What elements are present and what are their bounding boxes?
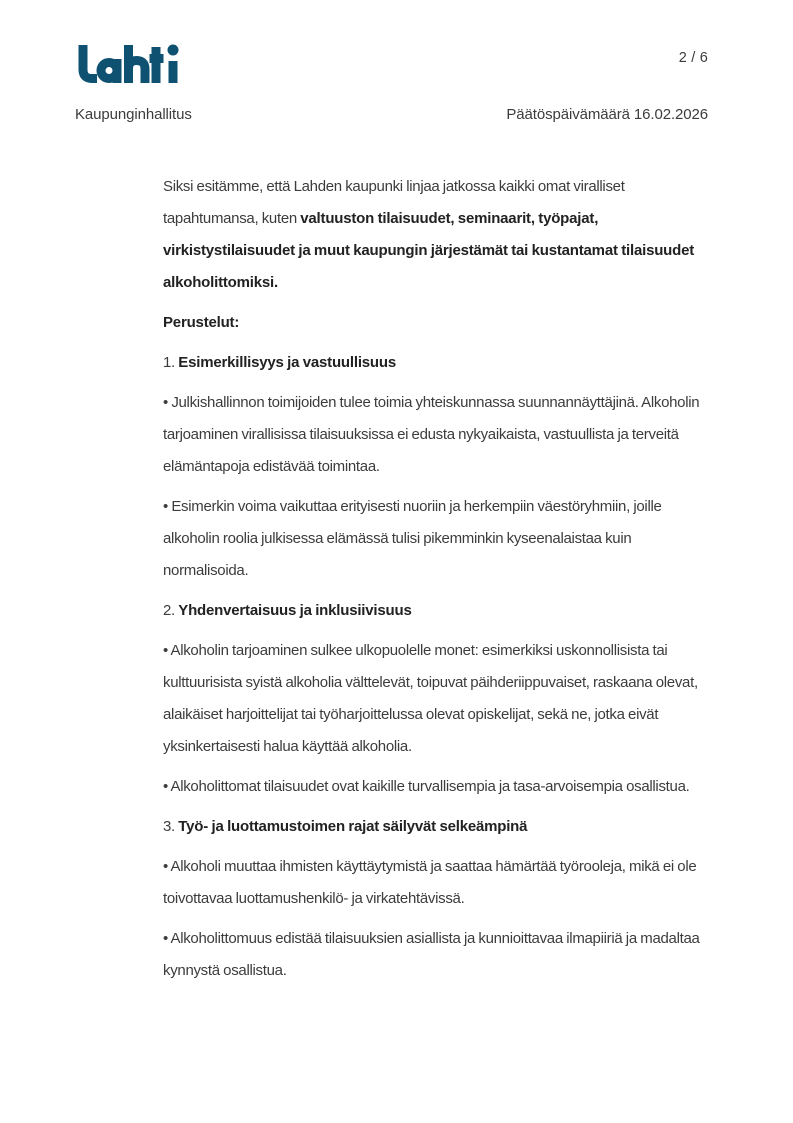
text-segment: • Esimerkin voima vaikuttaa erityisesti nuoriin ja herkempiin väestöryhmiin, joille alkoholin roolia julkisessa elämässä tulisi pikemminkin kyseenalaistaa kuin normalisoida.: [163, 498, 662, 579]
bold-text-segment: Perustelut:: [163, 314, 240, 331]
decision-date: Päätöspäivämäärä 16.02.2026: [506, 106, 708, 123]
text-segment: • Alkoholin tarjoaminen sulkee ulkopuolelle monet: esimerkiksi uskonnollisista tai kulttuurisista syistä alkoholia välttelevät, toipuvat päihderiippuvaiset, raskaana olevat, alaikäiset harjoittelijat tai työharjoittelussa olevat opiskelijat, sekä ne, jotka eivät yksinkertaisesti halua käyttää alkoholia.: [163, 642, 698, 755]
lahti-logo-icon: [75, 43, 181, 88]
bold-text-segment: Esimerkillisyys ja vastuullisuus: [178, 354, 396, 371]
intro-paragraph: [163, 171, 712, 299]
lahti-logo: [75, 43, 181, 88]
text-segment: Siksi esitämme, että Lahden kaupunki linjaa jatkossa kaikki omat viralliset tapahtumansa, kuten: [163, 178, 625, 227]
section-3-bullet-1: [163, 851, 712, 915]
text-segment: 3.: [163, 818, 179, 835]
text-segment: • Alkoholi muuttaa ihmisten käyttäytymistä ja saattaa hämärtää työrooleja, mikä ei ole toivottavaa luottamushenkilö- ja virkatehtävissä.: [163, 858, 697, 907]
bold-text-segment: Työ- ja luottamustoimen rajat säilyvät selkeämpinä: [178, 818, 528, 835]
page-number: 2 / 6: [678, 50, 708, 66]
document-body: [163, 171, 712, 995]
bold-text-segment: valtuuston tilaisuudet, seminaarit, työpajat, virkistystilaisuudet ja muut kaupungin järjestämät tai kustantamat tilaisuudet alkoholittomiksi.: [163, 210, 695, 291]
text-segment: 1.: [163, 354, 179, 371]
text-segment: 2.: [163, 602, 179, 619]
section-2-heading: [163, 595, 712, 627]
section-2-bullet-2: [163, 771, 712, 803]
perustelut-heading: [163, 307, 712, 339]
section-1-heading: [163, 347, 712, 379]
section-1-bullet-2: [163, 491, 712, 587]
committee-name: Kaupunginhallitus: [75, 106, 192, 123]
text-segment: • Alkoholittomat tilaisuudet ovat kaikille turvallisempia ja tasa-arvoisempia osallistua.: [163, 778, 690, 795]
text-segment: • Alkoholittomuus edistää tilaisuuksien asiallista ja kunnioittavaa ilmapiiriä ja madaltaa kynnystä osallistua.: [163, 930, 700, 979]
section-3-bullet-2: [163, 923, 712, 987]
text-segment: • Julkishallinnon toimijoiden tulee toimia yhteiskunnassa suunnannäyttäjinä. Alkoholin tarjoaminen virallisissa tilaisuuksissa ei edusta nykyaikaista, vastuullista ja terveitä elämäntapoja edistävää toimintaa.: [163, 394, 700, 475]
section-2-bullet-1: [163, 635, 712, 763]
section-1-bullet-1: [163, 387, 712, 483]
bold-text-segment: Yhdenvertaisuus ja inklusiivisuus: [178, 602, 412, 619]
document-header: [75, 106, 708, 123]
section-3-heading: [163, 811, 712, 843]
